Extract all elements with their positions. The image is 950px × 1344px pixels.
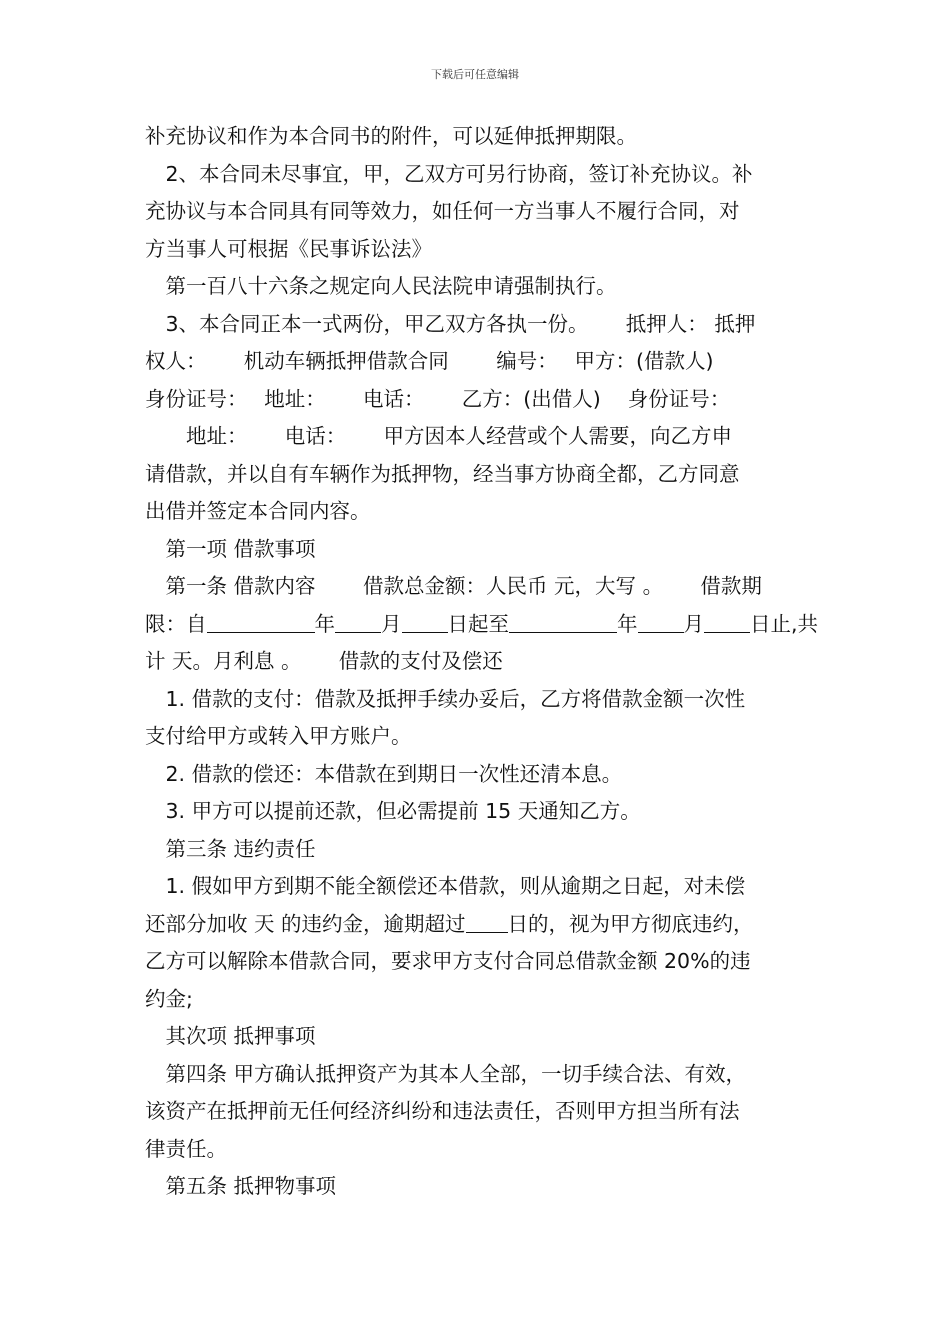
paragraph-line: 地址： 电话： 甲方因本人经营或个人需要，向乙方申 (145, 424, 733, 448)
document-body (145, 118, 819, 1206)
paragraph-line: 补充协议和作为本合同书的附件，可以延伸抵押期限。 (145, 124, 637, 148)
text-span: 月 (381, 611, 402, 636)
text-span: 月 (683, 611, 704, 636)
paragraph-line: 律责任。 (145, 1136, 227, 1161)
paragraph-line: 计 天。月利息 。 借款的支付及偿还 (145, 649, 503, 673)
paragraph-line: 出借并签定本合同内容。 (145, 499, 371, 523)
paragraph-line: 约金; (145, 986, 193, 1011)
blank-underline (509, 610, 617, 633)
paragraph-line: 1. 假如甲方到期不能全额偿还本借款，则从逾期之日起，对未偿 (145, 874, 746, 898)
paragraph-line: 支付给甲方或转入甲方账户。 (145, 724, 412, 748)
paragraph-line: 2、本合同未尽事宜，甲，乙双方可另行协商，签订补充协议。补 (145, 161, 753, 186)
paragraph-line: 充协议与本合同具有同等效力，如任何一方当事人不履行合同，对 (145, 199, 740, 223)
paragraph-line: 3. 甲方可以提前还款，但必需提前 15 天通知乙方。 (145, 799, 641, 823)
blank-underline (335, 610, 381, 633)
paragraph-line: 第一百八十六条之规定向人民法院申请强制执行。 (145, 274, 617, 298)
section-heading: 其次项 抵押事项 (145, 1024, 316, 1048)
blank-underline (207, 610, 315, 633)
page-header: 下载后可任意编辑 (431, 68, 519, 81)
paragraph-line: 乙方可以解除本借款合同，要求甲方支付合同总借款金额 20%的违 (145, 949, 751, 973)
section-heading: 第一项 借款事项 (145, 536, 316, 561)
text-span: 还部分加收 天 的违约金，逾期超过 (145, 911, 466, 936)
paragraph-line: 第一条 借款内容 借款总金额：人民币 元，大写 。 借款期 (145, 574, 762, 598)
paragraph-line: 该资产在抵押前无任何经济纠纷和违法责任，否则甲方担当所有法 (145, 1099, 740, 1123)
section-heading: 第五条 抵押物事项 (145, 1174, 337, 1198)
text-span: 限：自 (145, 611, 207, 636)
blank-underline (638, 610, 684, 633)
text-span: 日起至 (447, 611, 509, 636)
blank-underline (704, 610, 750, 633)
blank-underline (466, 910, 508, 933)
text-span: 日止,共 (750, 611, 819, 636)
blank-underline (402, 610, 448, 633)
paragraph-line: 第四条 甲方确认抵押资产为其本人全部，一切手续合法、有效， (145, 1061, 747, 1086)
paragraph-line: 1. 借款的支付：借款及抵押手续办妥后，乙方将借款金额一次性 (145, 686, 746, 711)
paragraph-line: 3、本合同正本一式两份，甲乙双方各执一份。 抵押人： 抵押 (145, 311, 756, 336)
paragraph-line: 身份证号： 地址： 电话： 乙方：(出借人) 身份证号： (145, 386, 731, 411)
text-span: 年 (617, 611, 638, 636)
loan-period-line (145, 606, 819, 644)
text-span: 日的，视为甲方彻底违约， (507, 911, 754, 936)
section-heading: 第三条 违约责任 (145, 836, 316, 861)
overdue-line (145, 906, 813, 944)
paragraph-line: 方当事人可根据《民事诉讼法》 (145, 236, 432, 261)
paragraph-line: 请借款，并以自有车辆作为抵押物，经当事方协商全都，乙方同意 (145, 461, 740, 486)
paragraph-line: 2. 借款的偿还：本借款在到期日一次性还清本息。 (145, 761, 623, 786)
paragraph-line: 权人： 机动车辆抵押借款合同 编号： 甲方：(借款人) (145, 349, 714, 373)
text-span: 年 (314, 611, 335, 636)
